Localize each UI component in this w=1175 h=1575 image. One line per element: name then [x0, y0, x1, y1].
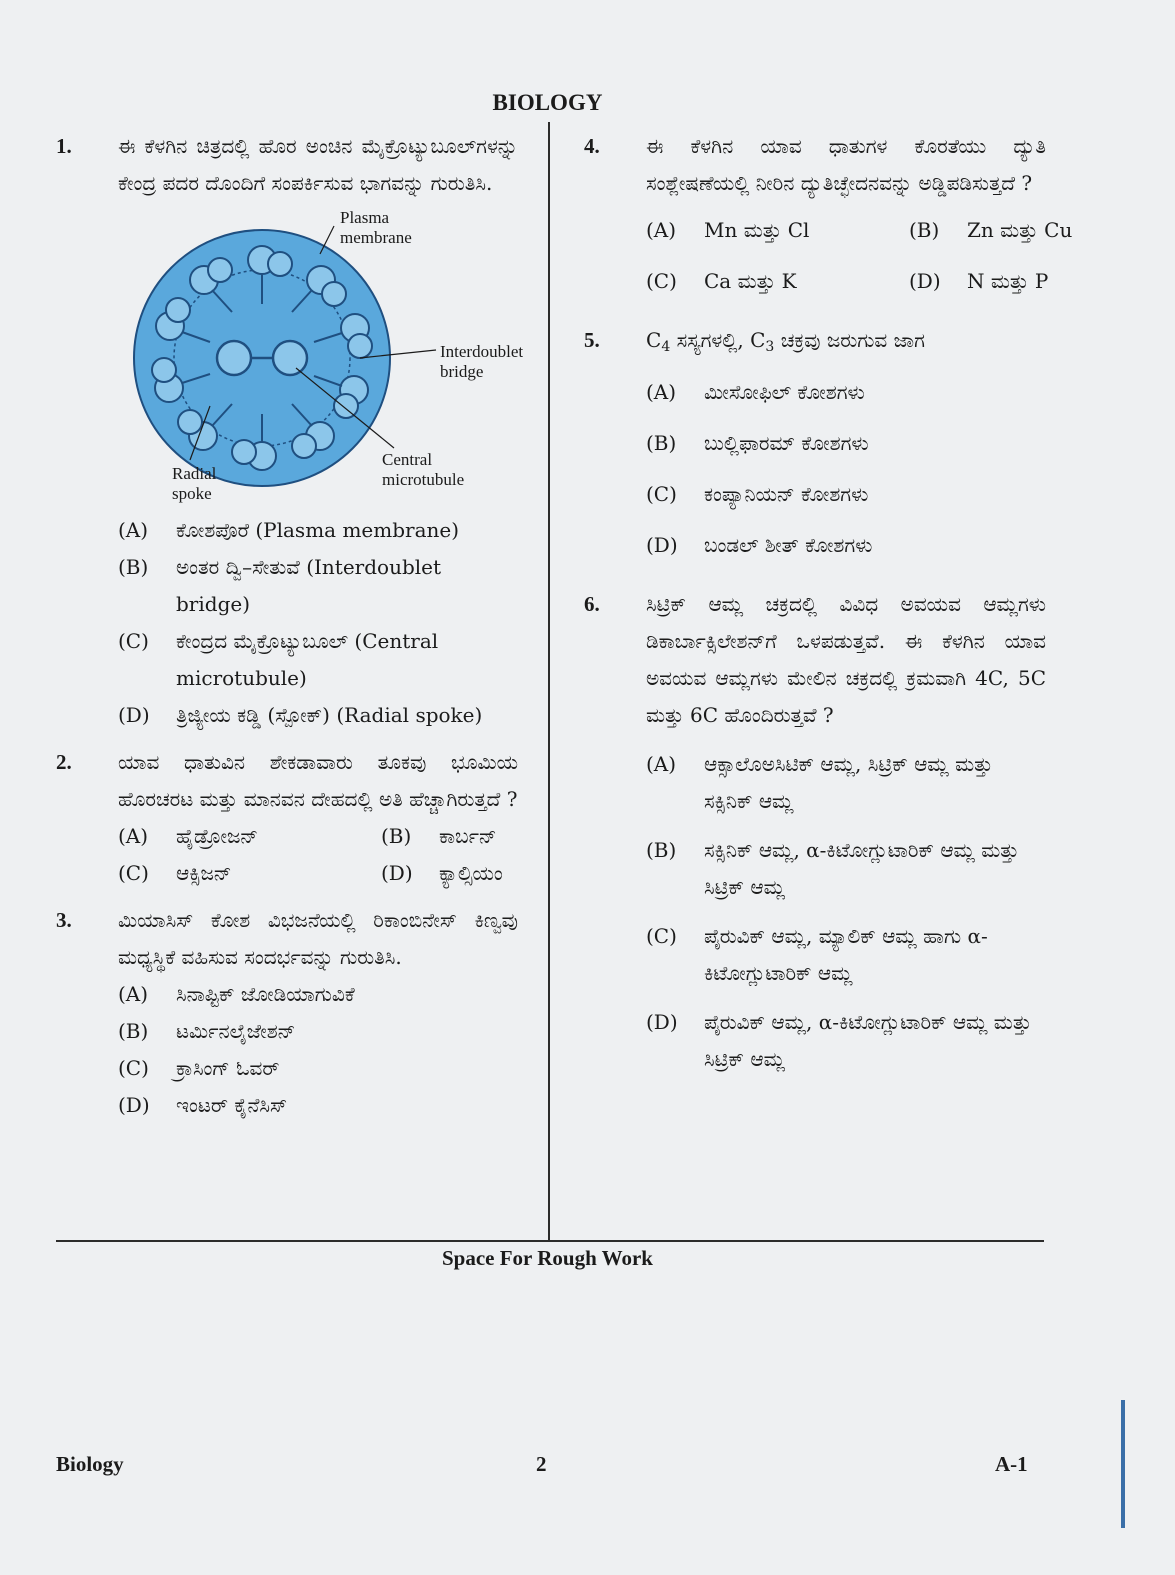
- option-label: (A): [118, 518, 149, 542]
- left-column: [56, 128, 524, 1134]
- option-text: ಆಕ್ಸಾಲೊಅಸಿಟಿಕ್ ಆಮ್ಲ, ಸಿಟ್ರಿಕ್ ಆಮ್ಲ ಮತ್ತು ಸಕ್ಸಿನಿಕ್ ಆಮ್ಲ: [704, 752, 993, 813]
- question-3: [56, 902, 518, 1124]
- option-c[interactable]: [646, 263, 909, 300]
- option-text: ಅಂತರ ದ್ವಿ–ಸೇತುವೆ (Interdoublet bridge): [176, 555, 442, 616]
- option-label: (D): [909, 269, 941, 293]
- option-b[interactable]: [646, 832, 1046, 906]
- option-text: ಮೀಸೋಫಿಲ್ ಕೋಶಗಳು: [704, 380, 865, 404]
- option-label: (A): [646, 218, 677, 242]
- question-text: ಯಾವ ಧಾತುವಿನ ಶೇಕಡಾವಾರು ತೂಕವು ಭೂಮಿಯ ಹೊರಚರಟ ಮತ್ತು ಮಾನವನ ದೇಹದಲ್ಲಿ ಅತಿ ಹೆಚ್ಚಾಗಿರುತ್ತದೆ ?: [118, 750, 518, 811]
- option-row: [118, 855, 518, 892]
- option-label: (C): [118, 629, 149, 653]
- option-text: ಬಂಡಲ್ ಶೀತ್ ಕೋಶಗಳು: [704, 533, 873, 557]
- question-text: ಈ ಕೆಳಗಿನ ಯಾವ ಧಾತುಗಳ ಕೊರತೆಯು ದ್ಯುತಿ ಸಂಶ್ಲೇಷಣೆಯಲ್ಲಿ ನೀರಿನ ದ್ಯುತಿಚ್ಛೇದನವನ್ನು ಅಡ್ಡಿಪಡಿಸುತ್ತದೆ ?: [646, 134, 1046, 195]
- question-4: [584, 128, 1073, 300]
- option-a[interactable]: [118, 976, 518, 1013]
- margin-mark: [1121, 1400, 1125, 1528]
- option-label: (D): [646, 533, 678, 557]
- option-label: (C): [646, 269, 677, 293]
- option-c[interactable]: [118, 1050, 518, 1087]
- option-a[interactable]: [646, 746, 1046, 820]
- right-column: [584, 128, 1073, 1088]
- option-text: ಕಂಪ್ಯಾನಿಯನ್ ಕೋಶಗಳು: [704, 482, 869, 506]
- option-label: (B): [118, 1019, 149, 1043]
- label-central-microtubule: Central microtubule: [382, 450, 465, 489]
- question-text-part: ಸಸ್ಯಗಳಲ್ಲಿ, C: [670, 328, 766, 352]
- option-c[interactable]: [646, 476, 1046, 513]
- footer-subject: Biology: [56, 1452, 124, 1476]
- rough-work-label: Space For Rough Work: [441, 1246, 653, 1270]
- subscript: 4: [661, 339, 671, 355]
- option-b[interactable]: [646, 425, 1046, 462]
- option-text: ಪೈರುವಿಕ್ ಆಮ್ಲ, α-ಕಿಟೋಗ್ಲುಟಾರಿಕ್ ಆಮ್ಲ ಮತ್ತು ಸಿಟ್ರಿಕ್ ಆಮ್ಲ: [704, 1010, 1032, 1071]
- option-text: ಸಕ್ಸಿನಿಕ್ ಆಮ್ಲ, α-ಕಿಟೋಗ್ಲುಟಾರಿಕ್ ಆಮ್ಲ ಮತ್ತು ಸಿಟ್ರಿಕ್ ಆಮ್ಲ: [704, 838, 1019, 899]
- label-plasma-membrane: Plasma membrane: [340, 208, 412, 247]
- option-text: ಬುಲ್ಲಿಫಾರಮ್ ಕೋಶಗಳು: [704, 431, 869, 455]
- option-label: (C): [118, 1056, 149, 1080]
- option-d[interactable]: [909, 263, 1172, 300]
- option-text: ಕಾರ್ಬನ್: [439, 824, 497, 848]
- option-c[interactable]: [646, 918, 1046, 992]
- option-text: Zn ಮತ್ತು Cu: [967, 218, 1073, 242]
- option-b[interactable]: [909, 212, 1172, 249]
- option-label: (A): [118, 824, 149, 848]
- option-label: (D): [646, 1010, 678, 1034]
- axoneme-diagram: [102, 208, 522, 508]
- question-text: [646, 322, 1046, 362]
- option-label: (A): [646, 380, 677, 404]
- option-d[interactable]: [646, 527, 1046, 564]
- footer-version: A-1: [995, 1452, 1028, 1476]
- option-a[interactable]: [646, 374, 1046, 411]
- option-text: N ಮತ್ತು P: [967, 269, 1049, 293]
- option-text: ಇಂಟರ್ ಕೈನೆಸಿಸ್: [176, 1093, 288, 1117]
- option-label: (C): [646, 924, 677, 948]
- option-text: ಸಿನಾಪ್ಟಿಕ್ ಜೋಡಿಯಾಗುವಿಕೆ: [176, 982, 355, 1006]
- question-text-part: ಚಕ್ರವು ಜರುಗುವ ಜಾಗ: [774, 328, 925, 352]
- option-label: (C): [646, 482, 677, 506]
- option-text: ಕ್ಯಾಲ್ಸಿಯಂ: [439, 861, 503, 885]
- option-b[interactable]: [118, 549, 518, 623]
- option-text: ಟರ್ಮಿನಲೈಜೇಶನ್: [176, 1019, 296, 1043]
- question-number: 4.: [584, 134, 600, 158]
- option-label: (B): [646, 431, 677, 455]
- option-text: ಪೈರುವಿಕ್ ಆಮ್ಲ, ಮ್ಯಾಲಿಕ್ ಆಮ್ಲ ಹಾಗು α-ಕಿಟೋಗ್ಲುಟಾರಿಕ್ ಆಮ್ಲ: [704, 924, 988, 985]
- option-text: ಹೈಡ್ರೋಜನ್: [176, 824, 258, 848]
- question-text: ಮಿಯಾಸಿಸ್ ಕೋಶ ವಿಭಜನೆಯಲ್ಲಿ ರಿಕಾಂಬಿನೇಸ್ ಕಿಣ್ವವು ಮಧ್ಯಸ್ಥಿಕೆ ವಹಿಸುವ ಸಂದರ್ಭವನ್ನು ಗುರುತಿಸಿ.: [118, 908, 518, 969]
- page-title: BIOLOGY: [492, 90, 603, 115]
- question-number: 1.: [56, 134, 72, 158]
- label-radial-spoke: Radial spoke: [172, 464, 217, 503]
- question-1: [56, 128, 524, 734]
- question-2: [56, 744, 518, 892]
- question-text: ಸಿಟ್ರಿಕ್ ಆಮ್ಲ ಚಕ್ರದಲ್ಲಿ ವಿವಿಧ ಅವಯವ ಆಮ್ಲಗಳು ಡಿಕಾರ್ಬಾಕ್ಸಿಲೇಶನ್‌ಗೆ ಒಳಪಡುತ್ತವೆ. ಈ ಕೆಳಗಿನ ಯಾವ ಅವಯವ ಆಮ್ಲಗಳು ಮೇಲಿನ ಚಕ್ರದಲ್ಲಿ ಕ್ರಮವಾಗಿ 4C, 5C ಮತ್ತು 6C ಹೊಂದಿರುತ್ತವೆ ?: [646, 592, 1046, 727]
- option-label: (D): [118, 1093, 150, 1117]
- option-text: Mn ಮತ್ತು Cl: [704, 218, 810, 242]
- question-5: [584, 322, 1046, 564]
- option-d[interactable]: [646, 1004, 1046, 1078]
- option-row: [118, 818, 518, 855]
- option-label: (B): [909, 218, 940, 242]
- question-number: 6.: [584, 592, 600, 616]
- option-row: [646, 263, 1049, 300]
- option-text: ಕೋಶಪೊರೆ (Plasma membrane): [176, 518, 460, 542]
- option-d[interactable]: [118, 697, 518, 734]
- option-label: (D): [118, 703, 150, 727]
- option-text: ಕ್ರಾಸಿಂಗ್ ಓವರ್: [176, 1056, 280, 1080]
- option-c[interactable]: [118, 623, 518, 697]
- option-label: (D): [381, 861, 413, 885]
- option-d[interactable]: [118, 1087, 518, 1124]
- option-a[interactable]: [118, 818, 381, 855]
- option-text: ತ್ರಿಜ್ಯೀಯ ಕಡ್ಡಿ (ಸ್ಪೋಕ್) (Radial spoke): [176, 703, 483, 727]
- option-label: (C): [118, 861, 149, 885]
- question-text-part: C: [646, 328, 662, 352]
- option-c[interactable]: [118, 855, 381, 892]
- bottom-rule: [56, 1240, 1044, 1242]
- option-a[interactable]: [646, 212, 909, 249]
- option-label: (A): [646, 752, 677, 776]
- footer-page-number: 2: [536, 1452, 547, 1476]
- option-text: Ca ಮತ್ತು K: [704, 269, 797, 293]
- option-text: ಆಕ್ಸಿಜನ್: [176, 861, 232, 885]
- question-6: [584, 586, 1046, 1078]
- option-label: (B): [118, 555, 149, 579]
- option-a[interactable]: [118, 512, 518, 549]
- column-divider: [548, 122, 550, 1240]
- question-text: ಈ ಕೆಳಗಿನ ಚಿತ್ರದಲ್ಲಿ ಹೊರ ಅಂಚಿನ ಮೈಕ್ರೊಟ್ಯುಬೂಲ್‌ಗಳನ್ನು ಕೇಂದ್ರ ಪದರ ದೊಂದಿಗೆ ಸಂಪರ್ಕಿಸುವ ಭಾಗವನ್ನು ಗುರುತಿಸಿ.: [118, 134, 518, 195]
- option-text: ಕೇಂದ್ರದ ಮೈಕ್ರೊಟ್ಯುಬೂಲ್ (Central microtubule): [176, 629, 439, 690]
- question-number: 5.: [584, 328, 600, 352]
- option-label: (B): [381, 824, 412, 848]
- option-b[interactable]: [118, 1013, 518, 1050]
- subscript: 3: [765, 339, 775, 355]
- label-interdoublet-bridge: Interdoublet bridge: [440, 342, 524, 381]
- question-number: 2.: [56, 750, 72, 774]
- option-label: (B): [646, 838, 677, 862]
- question-number: 3.: [56, 908, 72, 932]
- option-label: (A): [118, 982, 149, 1006]
- option-row: [646, 212, 1073, 249]
